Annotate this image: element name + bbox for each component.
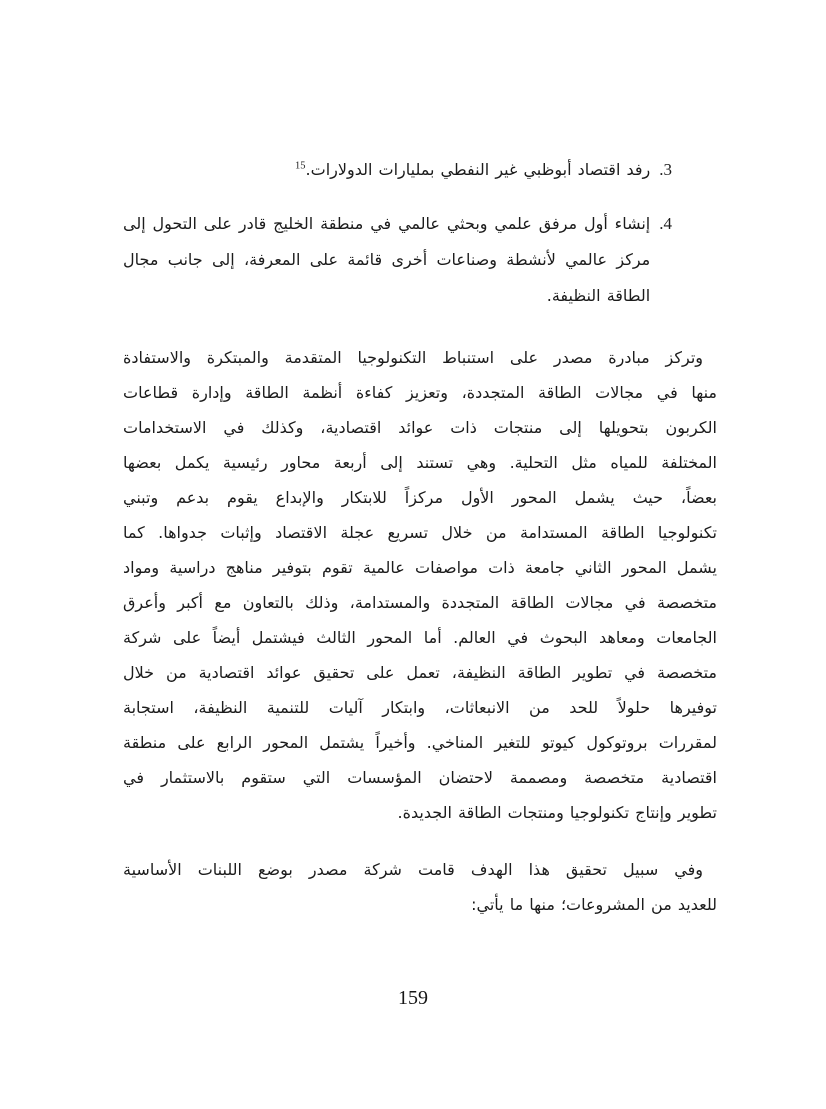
text-line: الطاقة النظيفة. [546, 286, 651, 305]
footnote-reference: 15 [295, 160, 306, 172]
list-marker: 3. [659, 160, 672, 179]
text-line: المختلفة للمياه مثل التحلية. وهي تستند إلى أربعة محاور رئيسية يكمل بعضها [123, 453, 717, 472]
text-line: منها في مجالات الطاقة المتجددة، وتعزيز كفاءة أنظمة الطاقة وإدارة قطاعات [123, 383, 717, 402]
text-line [123, 152, 650, 188]
text-line: اقتصادية متخصصة ومصممة لاحتضان المؤسسات التي ستقوم بالاستثمار في [123, 768, 717, 787]
list-item-text [123, 152, 650, 188]
text-line: متخصصة في تطوير الطاقة النظيفة، تعمل على تحقيق عوائد اقتصادية من خلال [123, 663, 717, 682]
text-line: وتركز مبادرة مصدر على استنباط التكنولوجيا المتقدمة والمبتكرة والاستفادة [123, 348, 703, 367]
text-line: متخصصة في مجالات الطاقة المتجددة والمستدامة، وذلك بالتعاون مع أكبر وأعرق [123, 593, 717, 612]
page-number: 159 [398, 987, 428, 1009]
text-line: بعضاً، حيث يشمل المحور الأول مركزاً للابتكار والإبداع يقوم بدعم وتبني [123, 488, 717, 507]
text-line: وفي سبيل تحقيق هذا الهدف قامت شركة مصدر بوضع اللبنات الأساسية [123, 860, 703, 879]
body-paragraph [123, 340, 717, 830]
text-line: تكنولوجيا الطاقة المستدامة من خلال تسريع عجلة الاقتصاد وإثبات جدواها. كما [123, 523, 717, 542]
list-marker: 4. [659, 214, 672, 233]
ordered-list [123, 152, 717, 314]
body-paragraph [123, 852, 717, 922]
text-line: تطوير وإنتاج تكنولوجيا ومنتجات الطاقة الجديدة. [397, 803, 717, 822]
text-line: إنشاء أول مرفق علمي وبحثي عالمي في منطقة الخليج قادر على التحول إلى [123, 214, 651, 233]
text-line: توفيرها حلولاً للحد من الانبعاثات، وابتكار آليات للتنمية النظيفة، استجابة [123, 698, 717, 717]
text-line: لمقررات بروتوكول كيوتو للتغير المناخي. وأخيراً يشتمل المحور الرابع على منطقة [123, 733, 717, 752]
text-line: الكربون بتحويلها إلى منتجات ذات عوائد اقتصادية، وكذلك في الاستخدامات [123, 418, 717, 437]
text-block [123, 0, 717, 922]
list-item-text [123, 206, 650, 314]
list-item-4 [123, 206, 672, 314]
text-line: يشمل المحور الثاني جامعة ذات مواصفات عالمية تقوم بتوفير مناهج دراسية ومواد [123, 558, 717, 577]
list-item-3 [123, 152, 672, 188]
text-line: الجامعات ومعاهد البحوث في العالم. أما المحور الثالث فيشتمل أيضاً على شركة [123, 628, 717, 647]
text-line: للعديد من المشروعات؛ منها ما يأتي: [471, 895, 717, 914]
text-line: مركز عالمي لأنشطة وصناعات أخرى قائمة على المعرفة، إلى جانب مجال [123, 250, 651, 269]
list-item-sentence: رفد اقتصاد أبوظبي غير النفطي بمليارات الدولارات. [305, 160, 651, 179]
